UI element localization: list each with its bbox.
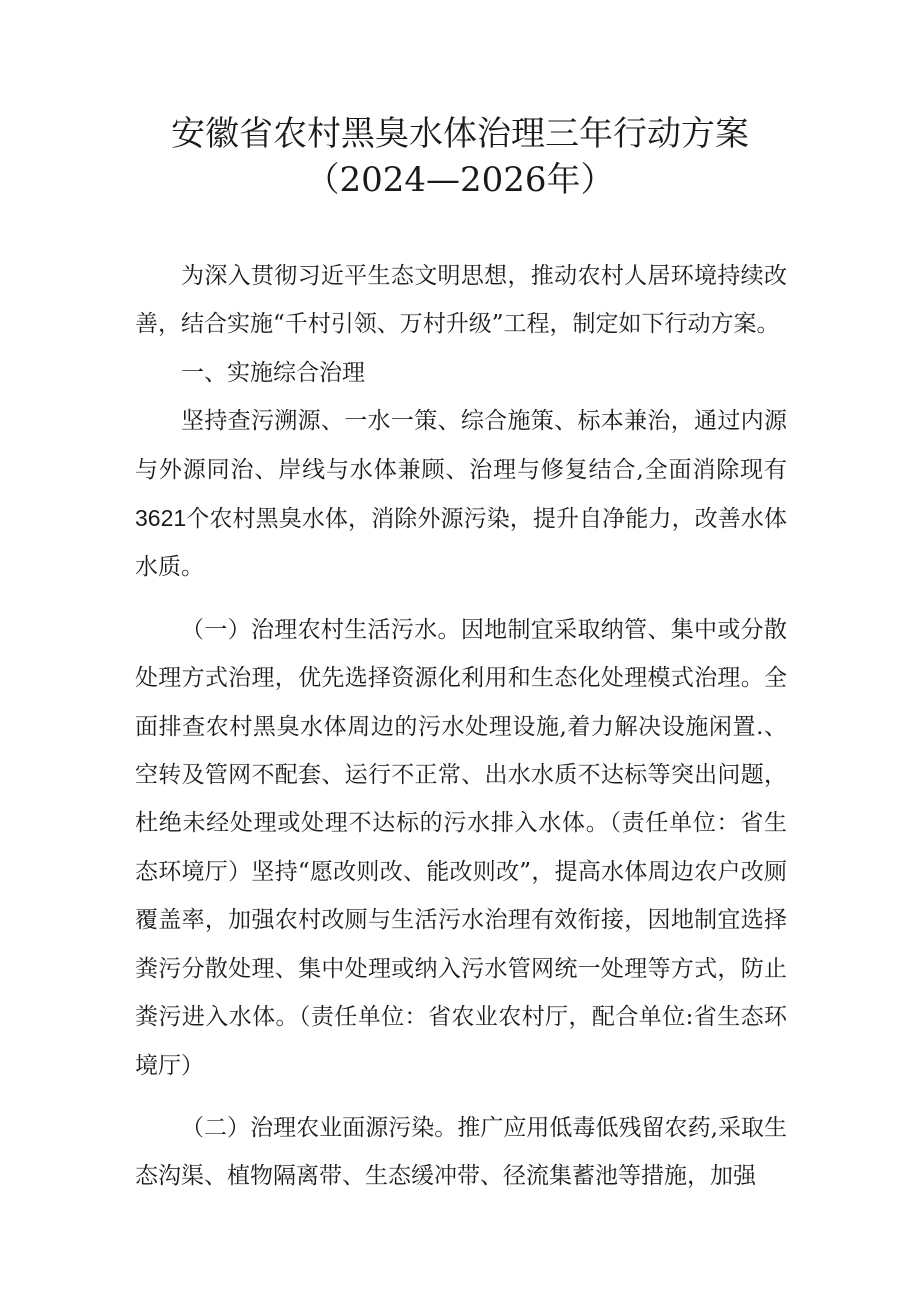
document-subtitle-years: （2024—2026年） — [305, 160, 615, 200]
item-paragraph-1: （一）治理农村生活污水。因地制宜采取纳管、集中或分散处理方式治理，优先选择资源化利用和生态化处理模式治理。全面排查农村黑臭水体周边的污水处理设施,着力解决设施闲置.、空转及管网不配套、运行不正常、出水水质不达标等突出问题，杜绝未经处理或处理不达标的污水排入水体。（责任单位：省生态环境厅）坚持“愿改则改、能改则改”，提高水体周边农户改厕覆盖率，加强农村改厕与生活污水治理有效衔接，因地制宜选择粪污分散处理、集中处理或纳入污水管网统一处理等方式，防止粪污进入水体。（责任单位：省农业农村厅，配合单位:省生态环境厅） — [135, 616, 787, 1079]
section-paragraph — [135, 397, 787, 592]
paragraph-text: 坚持查污溯源、一水一策、综合施策、标本兼治，通过内源与外源同治、岸线与水体兼顾、治理与修复结合,全面消除现有 — [135, 408, 787, 483]
document-title: 安徽省农村黑臭水体治理三年行动方案 — [171, 114, 749, 154]
water-body-count: 3621 — [135, 505, 187, 532]
document-body — [135, 252, 787, 1201]
paragraph-text: 个农村黑臭水体，消除外源污染，提升自净能力，改善水体水质。 — [135, 506, 787, 581]
item-paragraph-2: （二）治理农业面源污染。推广应用低毒低残留农药,采取生态沟渠、植物隔离带、生态缓冲带、径流集蓄池等措施，加强 — [135, 1114, 787, 1190]
section-heading: 一、实施综合治理 — [181, 359, 365, 386]
intro-paragraph: 为深入贯彻习近平生态文明思想，推动农村人居环境持续改善，结合实施“千村引领、万村升级”工程，制定如下行动方案。 — [135, 263, 787, 338]
